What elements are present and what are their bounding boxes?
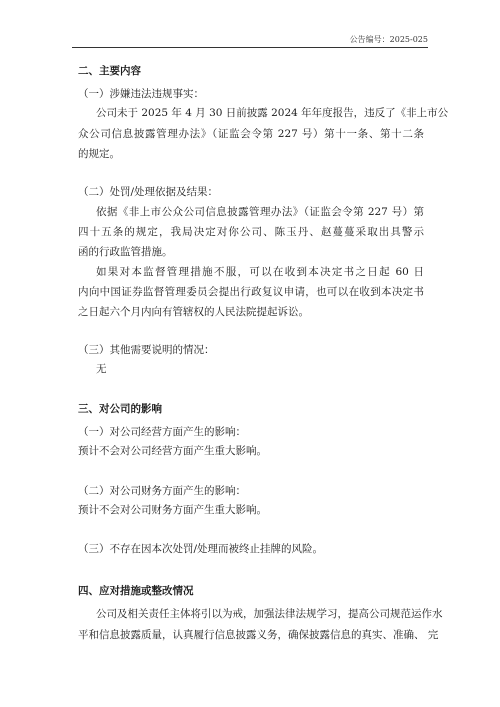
- subsection-title-penalty-basis: （二）处罚/处理依据及结果：: [78, 186, 219, 198]
- paragraph-line: 四十五条的规定，我局决定对你公司、陈玉丹、赵蔓蔓采取出具警示: [78, 226, 424, 238]
- paragraph-line: 内向中国证券监督管理委员会提出行政复议申请，也可以在收到本决定书: [78, 286, 424, 298]
- paragraph-line: 平和信息披露质量，认真履行信息披露义务，确保披露信息的真实、准确、 完: [78, 629, 439, 641]
- impact-operations-text: 预计不会对公司经营方面产生重大影响。: [78, 445, 267, 457]
- paragraph-line: 依据《非上市公众公司信息披露管理办法》（证监会令第 227 号）第: [96, 206, 424, 218]
- paragraph-line: 公司及相关责任主体将引以为戒，加强法律法规学习，提高公司规范运作水: [96, 608, 443, 620]
- paragraph-line: 函的行政监管措施。: [78, 246, 173, 258]
- impact-operations-title: （一）对公司经营方面产生的影响：: [78, 426, 246, 438]
- paragraph-line: 之日起六个月内向有管辖权的人民法院提起诉讼。: [78, 306, 309, 318]
- paragraph-line: 众公司信息披露管理办法》（证监会令第 227 号）第十一条、第十二条: [78, 128, 424, 140]
- section-heading-remediation: 四、应对措施或整改情况: [78, 585, 194, 597]
- paragraph-line: 的规定。: [78, 148, 120, 160]
- impact-finance-title: （二）对公司财务方面产生的影响：: [78, 485, 246, 497]
- subsection-title-violation-facts: （一）涉嫌违法违规事实：: [78, 88, 204, 100]
- paragraph-line: 公司未于 2025 年 4 月 30 日前披露 2024 年年度报告，违反了《非上市公: [96, 107, 449, 119]
- section-heading-impact: 三、对公司的影响: [78, 403, 162, 415]
- impact-delisting-risk: （三）不存在因本次处罚/处理而被终止挂牌的风险。: [78, 543, 324, 555]
- other-info-value: 无: [96, 363, 107, 375]
- header-divider: [72, 47, 428, 48]
- section-heading-main-content: 二、主要内容: [78, 65, 141, 77]
- paragraph-line: 如果对本监督管理措施不服，可以在收到本决定书之日起 60 日: [96, 266, 424, 278]
- impact-finance-text: 预计不会对公司财务方面产生重大影响。: [78, 504, 267, 516]
- subsection-title-other-info: （三）其他需要说明的情况：: [78, 344, 215, 356]
- notice-code: 公告编号：2025-025: [349, 35, 428, 44]
